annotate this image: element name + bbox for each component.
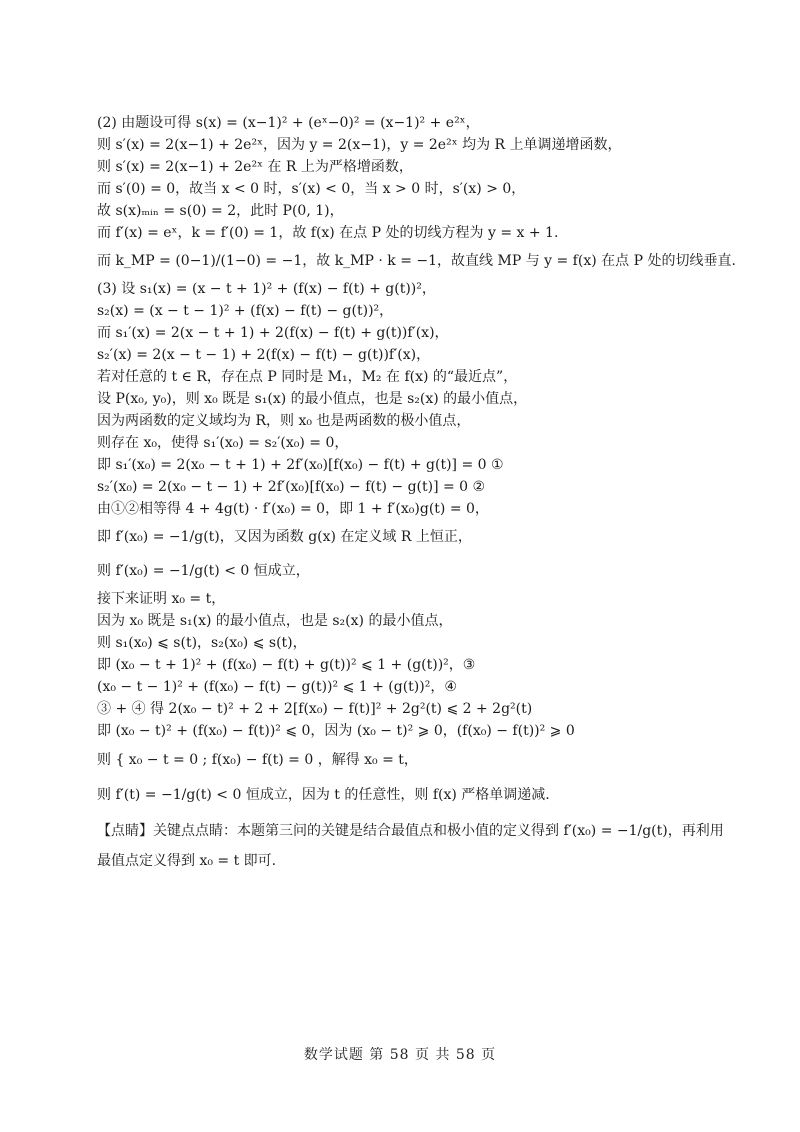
text-line: s₂(x) = (x − t − 1)² + (f(x) − f(t) − g(t))²， [97, 303, 394, 319]
text-line: (x₀ − t − 1)² + (f(x₀) − f(t) − g(t))² ⩽ 1 + (g(t))²，④ [97, 679, 457, 695]
text-line: 而 s₁′(x) = 2(x − t + 1) + 2(f(x) − f(t) + g(t))f′(x)， [97, 325, 449, 341]
page-footer: 数学试题 第 58 页 共 58 页 [303, 1047, 497, 1063]
text-line: (3) 设 s₁(x) = (x − t + 1)² + (f(x) − f(t) + g(t))²， [97, 281, 436, 297]
text-line: 即 (x₀ − t + 1)² + (f(x₀) − f(t) + g(t))² ⩽ 1 + (g(t))²，③ [97, 657, 476, 673]
text-line: ③ + ④ 得 2(x₀ − t)² + 2 + 2[f(x₀) − f(t)]² + 2g²(t) ⩽ 2 + 2g²(t) [97, 701, 533, 717]
text-line: 由①②相等得 4 + 4g(t) · f′(x₀) = 0，即 1 + f′(x₀)g(t) = 0， [97, 501, 489, 517]
text-line: 而 k_MP = (0−1)/(1−0) = −1，故 k_MP · k = −1，故直线 MP 与 y = f(x) 在点 P 处的切线垂直. [97, 253, 736, 269]
text-line: 即 f′(x₀) = −1/g(t)，又因为函数 g(x) 在定义域 R 上恒正， [97, 529, 472, 545]
text-line: 接下来证明 x₀ = t， [97, 591, 226, 607]
text-line: 则 { x₀ − t = 0 ; f(x₀) − f(t) = 0 ，解得 x₀ = t， [97, 752, 418, 768]
comment-note: 【点睛】关键点点睛：本题第三问的关键是结合最值点和极小值的定义得到 f′(x₀) = −1/g(t)，再利用最值点定义得到 x₀ = t 即可. [97, 823, 724, 869]
text-line: 因为两函数的定义域均为 R，则 x₀ 也是两函数的极小值点， [97, 413, 471, 429]
text-line: 故 s(x)ₘᵢₙ = s(0) = 2，此时 P(0, 1)， [97, 203, 344, 219]
text-line: 则 s′(x) = 2(x−1) + 2e²ˣ，因为 y = 2(x−1)，y = 2e²ˣ 均为 R 上单调递增函数， [97, 137, 622, 153]
text-line: 则 f′(t) = −1/g(t) < 0 恒成立，因为 t 的任意性，则 f(x) 严格单调递减. [97, 787, 550, 803]
text-line: s₂′(x) = 2(x − t − 1) + 2(f(x) − f(t) − g(t))f′(x)， [97, 347, 431, 363]
text-line: 因为 x₀ 既是 s₁(x) 的最小值点，也是 s₂(x) 的最小值点， [97, 613, 453, 629]
solution-text [97, 112, 737, 876]
text-line: (2) 由题设可得 s(x) = (x−1)² + (eˣ−0)² = (x−1)² + e²ˣ， [97, 115, 480, 131]
text-line: 即 (x₀ − t)² + (f(x₀) − f(t))² ⩽ 0，因为 (x₀ − t)² ⩾ 0，(f(x₀) − f(t))² ⩾ 0 [97, 723, 575, 739]
text-line: 则 f′(x₀) = −1/g(t) < 0 恒成立， [97, 563, 310, 579]
text-line: 则存在 x₀，使得 s₁′(x₀) = s₂′(x₀) = 0， [97, 435, 349, 451]
text-line: 而 f′(x) = eˣ，k = f′(0) = 1，故 f(x) 在点 P 处的切线方程为 y = x + 1. [97, 225, 559, 241]
text-line: 设 P(x₀, y₀)，则 x₀ 既是 s₁(x) 的最小值点，也是 s₂(x) 的最小值点， [97, 391, 528, 407]
text-line: 若对任意的 t ∈ R，存在点 P 同时是 M₁，M₂ 在 f(x) 的“最近点”， [97, 369, 518, 385]
text-line: 则 s′(x) = 2(x−1) + 2e²ˣ 在 R 上为严格增函数， [97, 159, 413, 175]
text-line: s₂′(x₀) = 2(x₀ − t − 1) + 2f′(x₀)[f(x₀) − f(t) − g(t)] = 0 ② [97, 479, 486, 495]
text-line: 即 s₁′(x₀) = 2(x₀ − t + 1) + 2f′(x₀)[f(x₀) − f(t) + g(t)] = 0 ① [97, 457, 504, 473]
text-line: 而 s′(0) = 0，故当 x < 0 时，s′(x) < 0，当 x > 0 时，s′(x) > 0， [97, 181, 526, 197]
text-line: 则 s₁(x₀) ⩽ s(t)，s₂(x₀) ⩽ s(t)， [97, 635, 307, 651]
